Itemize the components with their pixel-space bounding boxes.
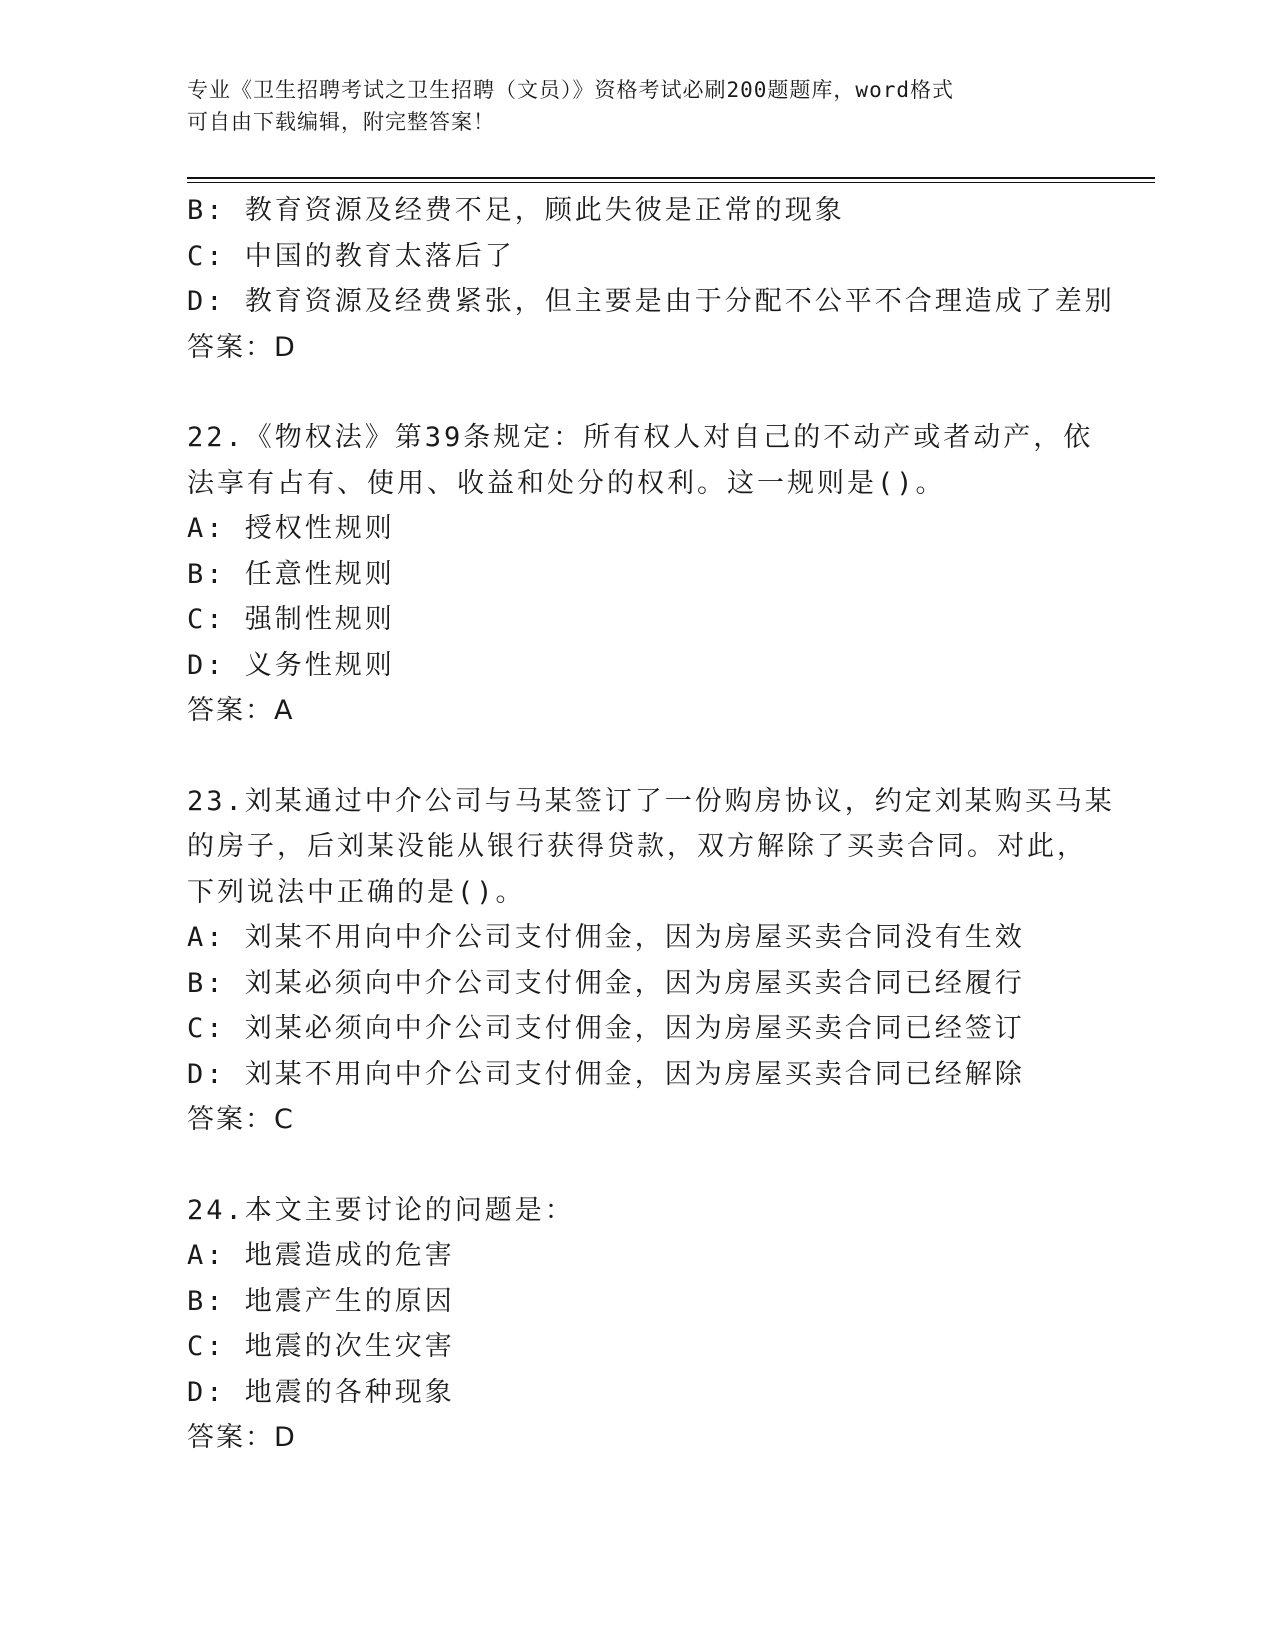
answer-line: 答案：C — [187, 1104, 295, 1135]
option-c: C: 地震的次生灾害 — [187, 1331, 455, 1362]
option-a: A: 刘某不用向中介公司支付佣金，因为房屋买卖合同没有生效 — [187, 922, 1025, 953]
option-b: B: 地震产生的原因 — [187, 1285, 455, 1317]
option-d: D: 教育资源及经费紧张，但主要是由于分配不公平不合理造成了差别 — [187, 286, 1115, 317]
option-c: C: 强制性规则 — [187, 604, 395, 635]
option-b: B: 任意性规则 — [187, 558, 395, 590]
header-line-2: 可自由下载编辑，附完整答案！ — [187, 110, 495, 134]
question-stem-line: 22.《物权法》第39条规定：所有权人对自己的不动产或者动产，依 — [187, 422, 1094, 453]
question-21-continued — [187, 188, 1115, 370]
option-b: B: 刘某必须向中介公司支付佣金，因为房屋买卖合同已经履行 — [187, 967, 1025, 999]
header-divider-thick — [187, 177, 1155, 179]
question-stem-line: 下列说法中正确的是()。 — [187, 876, 526, 908]
answer-line: 答案：D — [187, 1422, 297, 1453]
question-stem-line: 的房子，后刘某没能从银行获得贷款，双方解除了买卖合同。对此， — [187, 831, 1087, 862]
question-stem-line: 24.本文主要讨论的问题是： — [187, 1194, 575, 1226]
answer-line: 答案：A — [187, 695, 295, 726]
question-24 — [187, 1188, 1087, 1461]
option-a: A: 地震造成的危害 — [187, 1240, 455, 1271]
option-d: D: 义务性规则 — [187, 649, 395, 681]
option-b: B: 教育资源及经费不足，顾此失彼是正常的现象 — [187, 195, 845, 226]
question-22 — [187, 415, 1094, 734]
header-divider-thin — [187, 182, 1155, 183]
option-c: C: 刘某必须向中介公司支付佣金，因为房屋买卖合同已经签订 — [187, 1013, 1025, 1044]
document-header — [187, 74, 1067, 138]
option-d: D: 地震的各种现象 — [187, 1376, 455, 1408]
question-23 — [187, 779, 1115, 1143]
answer-line: 答案：D — [187, 331, 297, 363]
question-list — [187, 188, 1115, 1461]
question-stem-line: 23.刘某通过中介公司与马某签订了一份购房协议，约定刘某购买马某 — [187, 785, 1115, 817]
question-stem-line: 法享有占有、使用、收益和处分的权利。这一规则是()。 — [187, 467, 946, 499]
option-c: C: 中国的教育太落后了 — [187, 240, 515, 272]
header-line-1: 专业《卫生招聘考试之卫生招聘（文员）》资格考试必刷200题题库，word格式 — [187, 78, 954, 102]
option-d: D: 刘某不用向中介公司支付佣金，因为房屋买卖合同已经解除 — [187, 1058, 1025, 1090]
option-a: A: 授权性规则 — [187, 513, 395, 544]
